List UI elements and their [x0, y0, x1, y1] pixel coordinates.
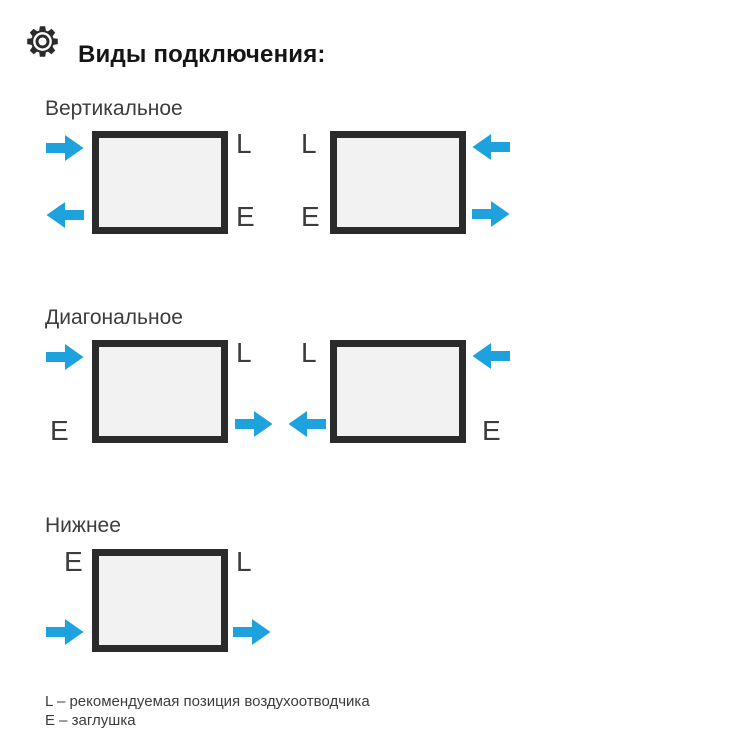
legend: [45, 692, 370, 730]
flow-out-arrow-icon: [233, 618, 271, 646]
radiator-body: [92, 340, 228, 443]
port-label-e: E: [64, 546, 83, 577]
page-title: Виды подключения:: [78, 41, 326, 69]
flow-in-arrow-icon: [46, 618, 84, 646]
port-label-e: E: [482, 415, 501, 446]
port-label-l: L: [301, 337, 317, 368]
flow-in-arrow-icon: [46, 343, 84, 371]
port-label-l: L: [301, 128, 317, 159]
flow-out-arrow-icon: [235, 410, 273, 438]
flow-out-arrow-icon: [46, 201, 84, 229]
section-title: Нижнее: [45, 514, 121, 537]
gear-icon: [26, 25, 59, 58]
port-label-l: L: [236, 546, 252, 577]
flow-in-arrow-icon: [46, 134, 84, 162]
port-label-l: L: [236, 128, 252, 159]
flow-out-arrow-icon: [472, 200, 510, 228]
flow-in-arrow-icon: [472, 342, 510, 370]
section-title: Диагональное: [45, 306, 183, 329]
radiator-body: [92, 549, 228, 652]
radiator-body: [330, 131, 466, 234]
radiator-body: [330, 340, 466, 443]
port-label-e: E: [301, 201, 320, 232]
section-title: Вертикальное: [45, 97, 183, 120]
legend-line-l: L – рекомендуемая позиция воздухоотводчика: [45, 693, 370, 710]
flow-out-arrow-icon: [288, 410, 326, 438]
radiator-body: [92, 131, 228, 234]
port-label-e: E: [50, 415, 69, 446]
legend-line-e: E – заглушка: [45, 712, 136, 729]
port-label-e: E: [236, 201, 255, 232]
port-label-l: L: [236, 337, 252, 368]
flow-in-arrow-icon: [472, 133, 510, 161]
